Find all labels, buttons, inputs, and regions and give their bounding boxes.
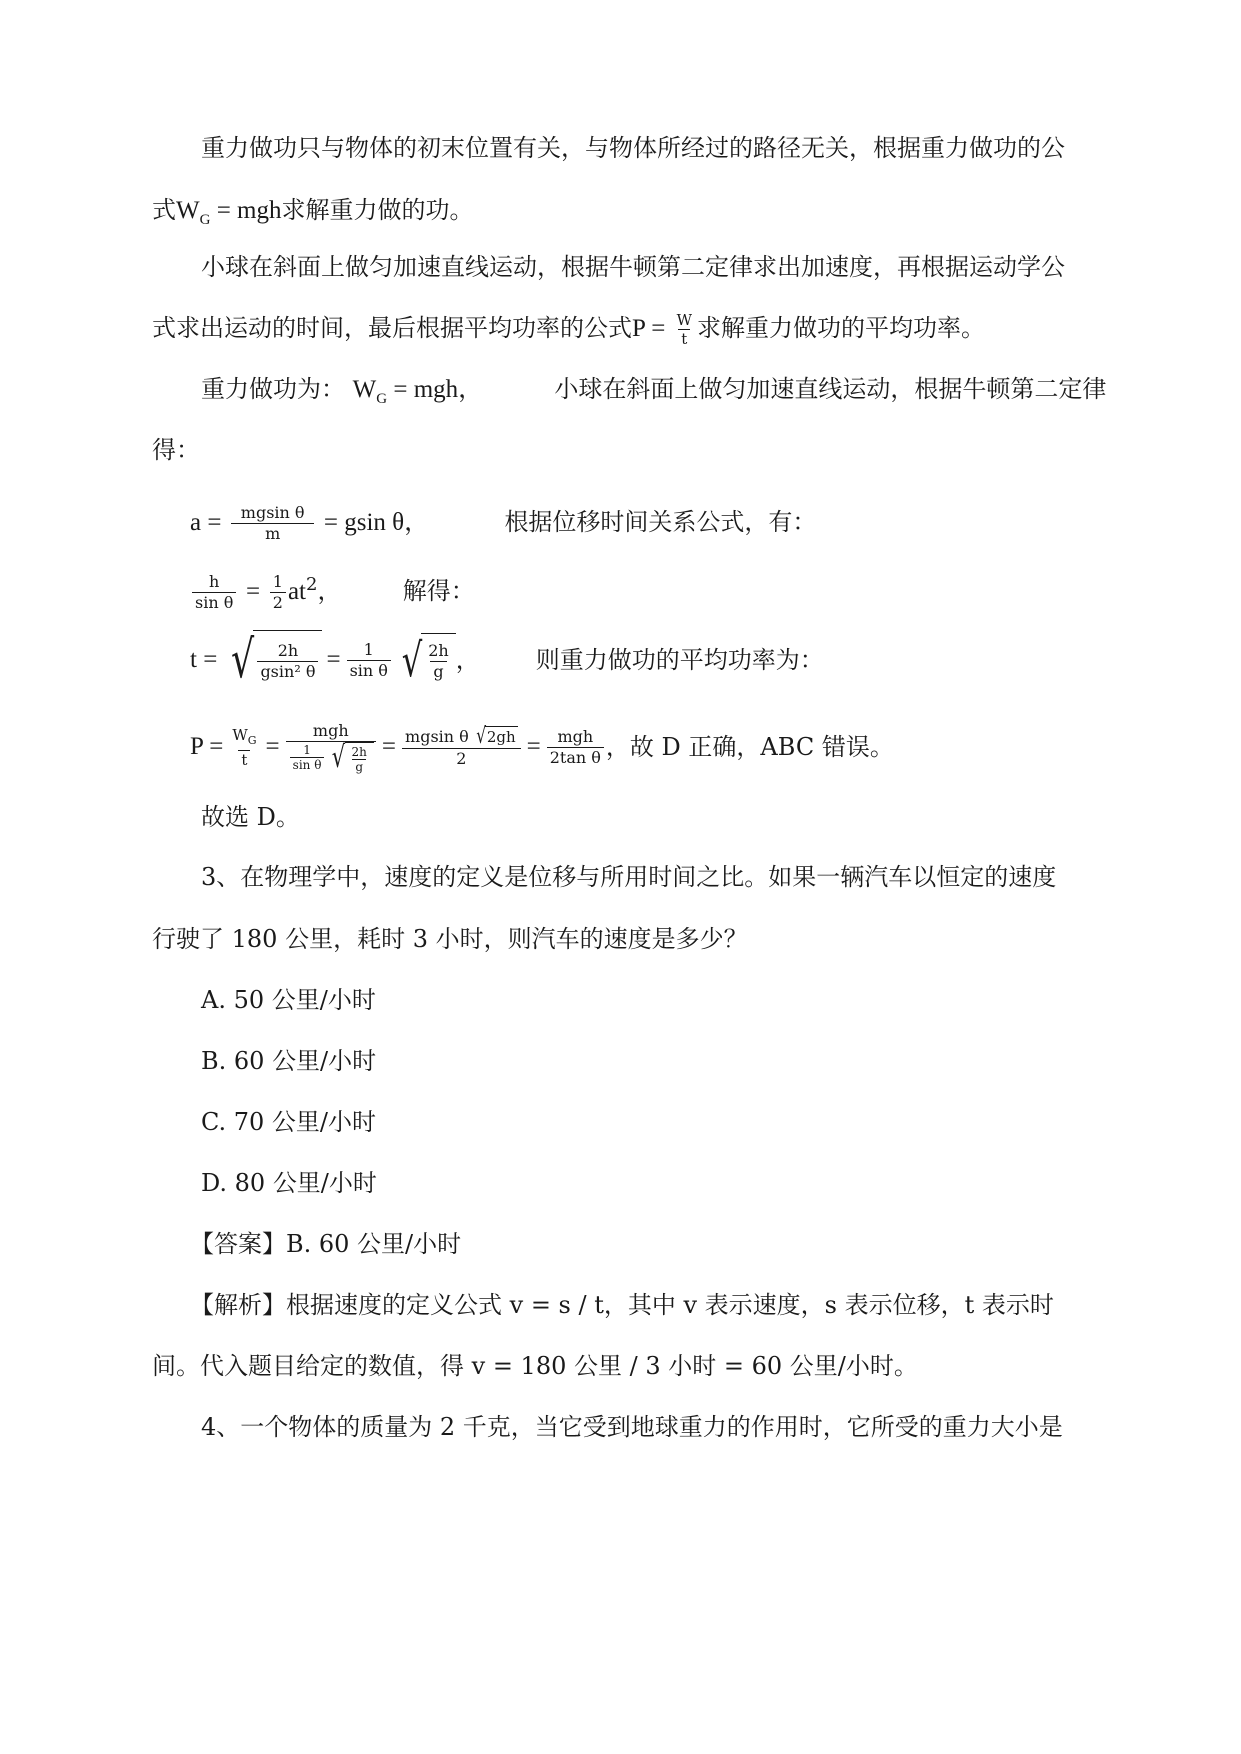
eq-sign-3: = (526, 733, 541, 760)
frac-den: m (231, 523, 314, 544)
fraction-2h-over-g (425, 641, 451, 682)
fraction-mgsin-sqrt-over-2 (402, 723, 521, 769)
w-letter: W (232, 725, 248, 744)
q3-option-a: A. 50 公里/小时 (201, 986, 376, 1014)
para2-line2-post: 求解重力做功的平均功率。 (697, 314, 985, 342)
equation-t (190, 630, 824, 690)
fraction-mgh-over-complex (286, 721, 376, 774)
p-eq: P = (190, 733, 224, 760)
equation-h (190, 560, 475, 617)
frac-num: 1 (363, 639, 374, 659)
q3-option-c: C. 70 公里/小时 (201, 1108, 377, 1136)
frac-den (286, 741, 376, 774)
frac-den: t (238, 750, 250, 769)
frac-den: 2tan θ (547, 747, 604, 768)
at-term: at (287, 578, 306, 605)
frac-num: mgh (557, 726, 594, 746)
q3-analysis-line2: 间。代入题目给定的数值，得 v = 180 公里 / 3 小时 = 60 公里/小时。 (152, 1352, 918, 1380)
conclusion-text: 故选 D。 (201, 803, 300, 831)
para2-line1: 小球在斜面上做匀加速直线运动，根据牛顿第二定律求出加速度，再根据运动学公 (201, 253, 1065, 281)
frac-den: sin θ (290, 757, 325, 772)
formula-wg (176, 197, 282, 228)
frac-den: t (678, 329, 690, 348)
fraction-wg-over-t (229, 726, 259, 769)
a-eq: a = (190, 509, 222, 536)
q4-line1: 4、一个物体的质量为 2 千克，当它受到地球重力的作用时，它所受的重力大小是 (201, 1413, 1063, 1441)
para1-line2 (152, 193, 474, 237)
equation-p (190, 712, 894, 782)
fraction-2h-over-gsin2 (257, 641, 318, 682)
g-sub: G (376, 391, 388, 407)
para3-line1 (201, 372, 1106, 416)
para3-line2: 得： (152, 436, 200, 464)
fraction-2h-over-g-small (349, 745, 370, 774)
frac-num (402, 723, 521, 749)
fraction-1-over-sin-small (290, 743, 325, 772)
eq-sign-2: = (381, 733, 397, 760)
radical-icon: √ (401, 633, 423, 687)
frac-num: 2h (428, 641, 449, 660)
frac-den: sin θ (347, 660, 391, 681)
q3-line1: 3、在物理学中，速度的定义是位移与所用时间之比。如果一辆汽车以恒定的速度 (201, 863, 1057, 891)
equation-t-text: 则重力做功的平均功率为： (535, 646, 824, 674)
sqrt-2h-g-small (326, 739, 374, 775)
frac-den: g (352, 759, 366, 774)
sqrt-2h-g (393, 633, 456, 687)
square-exp: 2 (305, 574, 318, 595)
fraction-w-over-t (674, 311, 695, 348)
frac-num: 2h (351, 744, 367, 759)
frac-num: 1 (303, 743, 311, 757)
q3-analysis-line1: 【解析】根据速度的定义公式 v = s / t，其中 v 表示速度，s 表示位移，t 表示时 (190, 1291, 1054, 1319)
formula-g-sub: G (199, 212, 211, 228)
t-eq: t = (190, 646, 218, 673)
fraction-half (270, 572, 286, 613)
para2-line2 (152, 311, 985, 348)
q3-option-d: D. 80 公里/小时 (201, 1169, 377, 1197)
frac-num: 2h (277, 641, 299, 660)
q3-answer: 【答案】B. 60 公里/小时 (190, 1230, 462, 1258)
formula-wg-mgh (352, 376, 484, 407)
sqrt-2gh (472, 723, 518, 749)
frac-num: mgsin θ (240, 503, 305, 522)
a-rhs: = gsin θ， (323, 509, 430, 536)
frac-den: 2 (402, 748, 521, 769)
equation-p-text: ，故 D 正确，ABC 错误。 (605, 733, 894, 761)
frac-num: W (676, 311, 692, 329)
eq-sign: = (326, 646, 341, 673)
para2-line2-pre: 式求出运动的时间，最后根据平均功率的公式 (152, 314, 632, 342)
frac-den: sin θ (192, 592, 236, 613)
frac-den: g (430, 661, 446, 682)
frac-den: gsin² θ (257, 661, 318, 682)
radical-icon: √ (231, 630, 255, 690)
frac-num: mgh (312, 720, 349, 740)
mgsin-term: mgsin θ (405, 726, 469, 746)
equation-h-text: 解得： (402, 577, 475, 605)
q3-line2: 行驶了 180 公里，耗时 3 小时，则汽车的速度是多少？ (152, 925, 748, 953)
fraction-mgh-over-2tan (547, 727, 604, 768)
radicand-2gh: 2gh (485, 726, 518, 748)
comma: ， (317, 577, 342, 605)
equation-a (190, 497, 816, 548)
para3-label: 重力做功为： (201, 375, 345, 403)
eq-sign: = (265, 733, 280, 760)
frac-num: 1 (272, 572, 283, 591)
frac-num (229, 726, 259, 750)
fraction-h-over-sin (192, 572, 236, 613)
frac-num: h (209, 572, 220, 591)
para1-line2-post: 求解重力做的功。 (281, 196, 474, 224)
radical-icon: √ (476, 723, 486, 749)
para1-line1: 重力做功只与物体的初末位置有关，与物体所经过的路径无关，根据重力做功的公 (201, 134, 1065, 162)
para1-line2-pre: 式 (152, 196, 176, 224)
frac-den: 2 (270, 592, 286, 613)
para3-text: 小球在斜面上做匀加速直线运动，根据牛顿第二定律 (554, 375, 1107, 403)
w-letter: W (352, 376, 377, 403)
formula-p-eq: P = (632, 315, 672, 342)
radical-icon: √ (332, 739, 346, 775)
g-sub: G (247, 733, 257, 747)
equation-a-text: 根据位移时间关系公式，有： (504, 508, 817, 536)
eq-sign: = (246, 578, 261, 605)
formula-eq-mgh: = mgh (210, 197, 282, 224)
q3-option-b: B. 60 公里/小时 (201, 1047, 377, 1075)
sqrt-2h-gsin2 (221, 630, 322, 690)
fraction-mgsin-over-m (231, 503, 314, 544)
fraction-1-over-sin (347, 640, 391, 681)
comma: ， (455, 646, 480, 674)
eq-mgh: = mgh， (387, 376, 484, 403)
formula-w: W (176, 197, 200, 224)
